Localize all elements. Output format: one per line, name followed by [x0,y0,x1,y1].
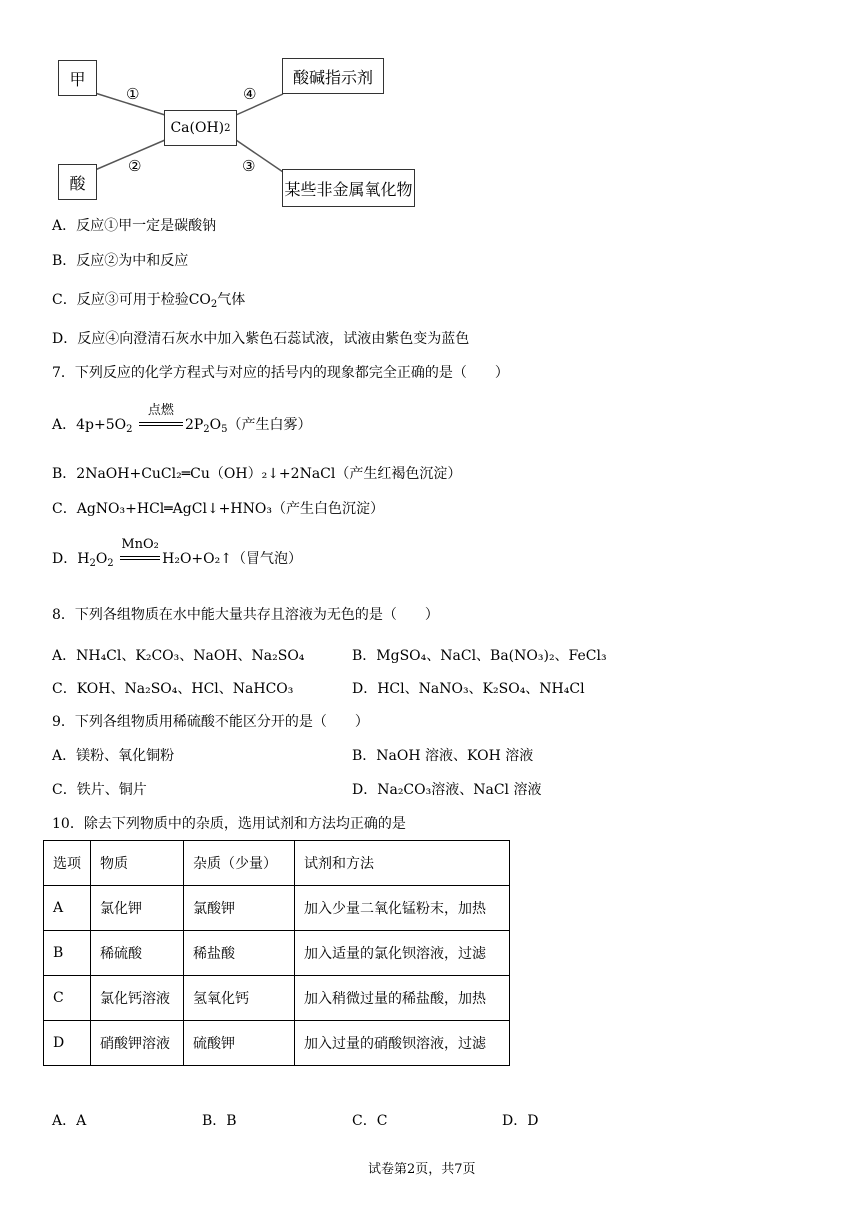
q7-option-a: A．$4p+5O_2$ 点燃 $2P_2O_5$（产生白雾） [52,403,312,435]
table-row [44,1021,510,1066]
table-cell: 稀硫酸 [91,931,184,976]
q6-option-a: A．反应①甲一定是碳酸钠 [52,218,217,234]
q7-d-condition [120,537,160,569]
box-center [164,110,237,146]
q9-option-b: B．NaOH 溶液、KOH 溶液 [352,748,534,764]
table-header-cell: 物质 [91,841,184,886]
q8-stem: 8．下列各组物质在水中能大量共存且溶液为无色的是（ ） [52,607,439,623]
q7-d-post: H₂O+O₂↑（冒气泡） [162,551,302,567]
q10-option-d: D．D [502,1113,539,1129]
q6-option-b: B．反应②为中和反应 [52,253,189,269]
q8-option-d: D．HCl、NaNO₃、K₂SO₄、NH₄Cl [352,681,585,697]
q10-option-b: B．B [202,1113,237,1129]
table-header-cell: 试剂和方法 [295,841,510,886]
box-jia: 甲 [58,60,97,96]
label-1: ① [126,85,140,103]
table-cell: 加入少量二氧化锰粉末，加热 [295,886,510,931]
q7-a-tail: （产生白雾） [227,417,312,433]
q7-a-post: 2P [184,417,204,433]
box-nonmetal: 某些非金属氧化物 [282,169,415,207]
table-row [44,976,510,1021]
q9-option-c: C．铁片、铜片 [52,782,147,798]
reaction-diagram [0,0,860,215]
label-4: ④ [243,85,257,103]
q7-a-condition [139,403,183,435]
q9-stem: 9．下列各组物质用稀硫酸不能区分开的是（ ） [52,714,369,730]
q7-stem: 7．下列反应的化学方程式与对应的括号内的现象都完全正确的是（ ） [52,365,509,381]
q10-table [43,840,510,1066]
table-cell: 硫酸钾 [184,1021,295,1066]
table-header-cell: 杂质（少量） [184,841,295,886]
q9-option-d: D．Na₂CO₃溶液、NaCl 溶液 [352,782,542,798]
table-row [44,931,510,976]
label-3: ③ [242,157,256,175]
table-cell: 加入稍微过量的稀盐酸，加热 [295,976,510,1021]
q6-c-sub: 2 [210,299,218,310]
table-row [44,886,510,931]
box-acid: 酸 [58,164,97,200]
q8-option-c: C．KOH、Na₂SO₄、HCl、NaHCO₃ [52,681,294,697]
diagram-lines [0,0,860,215]
table-cell: 稀盐酸 [184,931,295,976]
table-cell: 氢氧化钙 [184,976,295,1021]
table-cell: 氯酸钾 [184,886,295,931]
table-cell: 加入适量的氯化钡溶液，过滤 [295,931,510,976]
label-2: ② [128,157,142,175]
center-label-sub: 2 [224,122,231,134]
q9-option-a: A．镁粉、氧化铜粉 [52,748,175,764]
q7-option-c: C．AgNO₃+HCl═AgCl↓+HNO₃（产生白色沉淀） [52,501,384,517]
q6-option-d: D．反应④向澄清石灰水中加入紫色石蕊试液，试液由紫色变为蓝色 [52,331,470,347]
q7-d-cond-label: MnO₂ [121,537,159,552]
table-header-row [44,841,510,886]
table-header-cell: 选项 [44,841,91,886]
q7-d-pre: D．H [52,551,90,567]
q6-c-post: 气体 [217,292,246,308]
q10-option-a: A．A [52,1113,87,1129]
q7-a-pre: A．4p+5O [52,417,127,433]
q6-option-c [52,290,245,315]
table-cell: D [44,1021,91,1066]
q8-option-b: B．MgSO₄、NaCl、Ba(NO₃)₂、FeCl₃ [352,648,607,664]
q10-option-c: C．C [352,1113,388,1129]
table-cell: 氯化钙溶液 [91,976,184,1021]
q8-option-a: A．NH₄Cl、K₂CO₃、NaOH、Na₂SO₄ [52,648,305,664]
q7-a-cond-label: 点燃 [147,403,174,418]
table-cell: 硝酸钾溶液 [91,1021,184,1066]
q10-stem: 10．除去下列物质中的杂质，选用试剂和方法均正确的是 [52,816,406,832]
table-cell: 氯化钾 [91,886,184,931]
q7-option-b: B．2NaOH+CuCl₂═Cu（OH）₂↓+2NaCl（产生红褐色沉淀） [52,466,462,482]
q6-c-pre: C．反应③可用于检验CO [52,292,211,308]
table-cell: A [44,886,91,931]
table-cell: 加入过量的硝酸钡溶液，过滤 [295,1021,510,1066]
box-indicator: 酸碱指示剂 [282,58,384,94]
center-label: Ca(OH) [170,120,225,136]
table-cell: C [44,976,91,1021]
page-footer: 试卷第2页，共7页 [368,1162,476,1177]
q7-option-d: D．$H_2O_2$ MnO₂ H₂O+O₂↑（冒气泡） [52,537,302,569]
table-cell: B [44,931,91,976]
